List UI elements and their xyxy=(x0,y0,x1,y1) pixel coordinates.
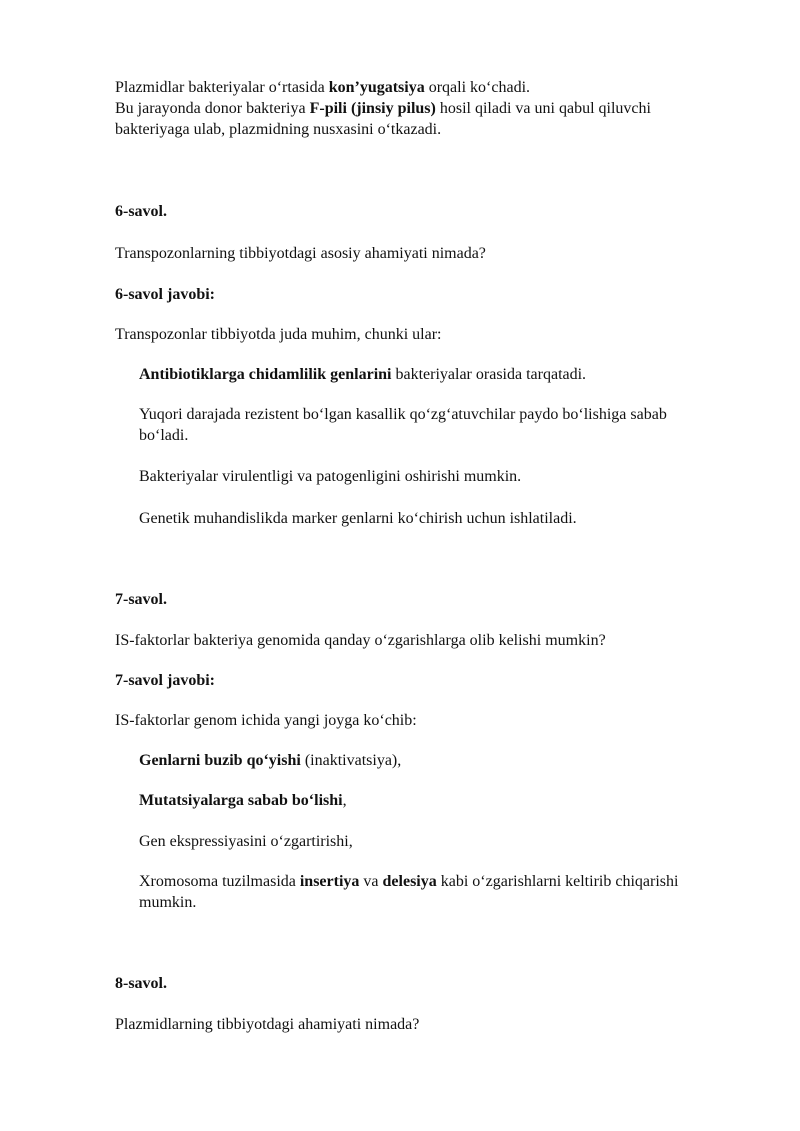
intro-paragraph xyxy=(115,77,715,140)
answer-6-intro: Transpozonlar tibbiyotda juda muhim, chunki ular: xyxy=(115,326,442,343)
intro-bold-term: F-pili (jinsiy pilus) xyxy=(309,100,436,117)
intro-text: Plazmidlar bakteriyalar o‘rtasida xyxy=(115,79,329,96)
intro-bold-term: kon’yugatsiya xyxy=(328,79,425,96)
answer-7-heading: 7-savol javobi: xyxy=(115,672,215,689)
answer-7-item: Gen ekspressiyasini o‘zgartirishi, xyxy=(139,833,353,850)
answer-7-intro: IS-faktorlar genom ichida yangi joyga ko‘chib: xyxy=(115,712,417,729)
intro-text: hosil qiladi va uni qabul qiluvchi bakteriyaga ulab, plazmidning nusxasini o‘tkazadi. xyxy=(115,100,651,138)
answer-6-item: Genetik muhandislikda marker genlarni ko‘chirish uchun ishlatiladi. xyxy=(139,510,577,527)
question-6-heading: 6-savol. xyxy=(115,203,167,220)
question-6-text: Transpozonlarning tibbiyotdagi asosiy ahamiyati nimada? xyxy=(115,245,486,262)
answer-7-item: Xromosoma tuzilmasida insertiya va delesiya kabi o‘zgarishlarni keltirib chiqarishi mumkin. xyxy=(139,873,679,911)
answer-6-item: Yuqori darajada rezistent bo‘lgan kasallik qo‘zg‘atuvchilar paydo bo‘lishiga sabab bo‘ladi. xyxy=(139,406,667,444)
question-8-heading: 8-savol. xyxy=(115,975,167,992)
answer-7-item: Mutatsiyalarga sabab bo‘lishi, xyxy=(139,792,347,809)
answer-6-item: Bakteriyalar virulentligi va patogenligini oshirishi mumkin. xyxy=(139,468,522,485)
answer-6-item: Antibiotiklarga chidamlilik genlarini bakteriyalar orasida tarqatadi. xyxy=(139,366,587,383)
question-8-text: Plazmidlarning tibbiyotdagi ahamiyati nimada? xyxy=(115,1016,420,1033)
question-7-heading: 7-savol. xyxy=(115,591,167,608)
answer-6-heading: 6-savol javobi: xyxy=(115,286,215,303)
answer-7-item: Genlarni buzib qo‘yishi (inaktivatsiya), xyxy=(139,752,402,769)
question-7-text: IS-faktorlar bakteriya genomida qanday o‘zgarishlarga olib kelishi mumkin? xyxy=(115,632,606,649)
intro-text: orqali ko‘chadi. xyxy=(424,79,531,96)
intro-text: Bu jarayonda donor bakteriya xyxy=(115,100,310,117)
